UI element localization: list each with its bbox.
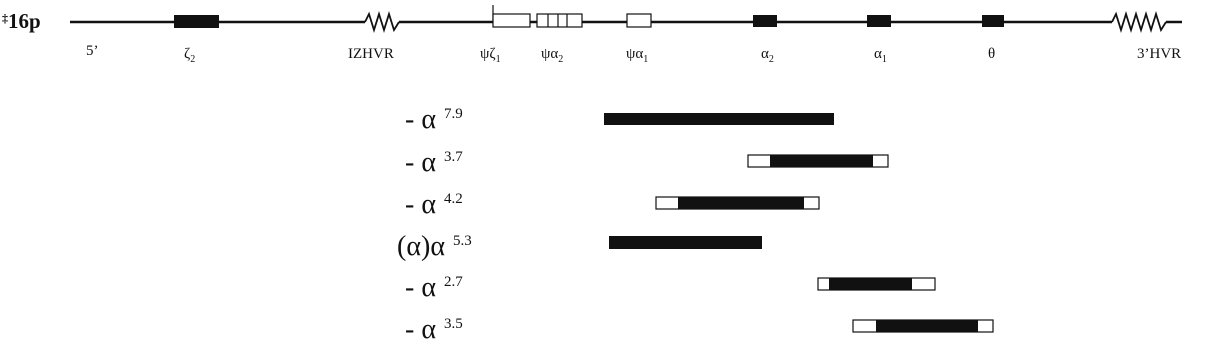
label-psi-zeta1: $\psi\zeta_1$ — [480, 46, 501, 65]
alpha1-gene-box — [867, 15, 891, 27]
label-alpha2: $\alpha_2$ — [761, 46, 774, 65]
psi-alpha1-gene-box — [627, 14, 651, 27]
deletion-bar-alpha-2-7 — [818, 278, 935, 290]
deletion-bar-alpha-7-9 — [604, 113, 834, 125]
deletion-extent-definite — [829, 278, 912, 290]
deletion-label-alpha-7-9: - α $^{7.9}$ — [405, 104, 463, 135]
label-izhvr: IZHVR — [348, 46, 394, 62]
theta-gene-box — [982, 15, 1004, 27]
label-alpha1: $\alpha_1$ — [874, 46, 887, 65]
label-zeta2: $\zeta_2$ — [184, 46, 196, 65]
psi-zeta1-gene-box — [493, 14, 530, 27]
label-3-prime-hvr: 3’HVR — [1137, 46, 1182, 62]
deletion-label-alpha-3-5: - α $^{3.5}$ — [405, 314, 463, 345]
deletion-bar-alpha-alpha-5-3 — [609, 236, 762, 249]
deletion-extent-definite — [604, 113, 834, 125]
izhvr-repeat-zigzag — [365, 14, 399, 30]
label-theta: θ — [988, 46, 996, 62]
deletion-extent-definite — [876, 320, 978, 332]
deletion-bar-alpha-4-2 — [656, 197, 819, 209]
label-psi-alpha2: $\psi\alpha_2$ — [541, 46, 564, 65]
deletion-label-alpha-2-7: - α $^{2.7}$ — [405, 272, 463, 303]
chromosome-label: ‡16p — [2, 9, 41, 33]
deletion-extent-definite — [770, 155, 873, 167]
deletion-label-alpha-alpha-5-3: (α)α $^{5.3}$ — [397, 231, 472, 262]
deletion-bar-alpha-3-5 — [853, 320, 993, 332]
label-5-prime: 5’ — [86, 43, 99, 59]
zeta2-gene-box — [174, 15, 219, 28]
deletion-label-alpha-3-7: - α $^{3.7}$ — [405, 147, 463, 178]
psi-alpha2-gene-box — [537, 14, 582, 27]
deletion-label-alpha-4-2: - α $^{4.2}$ — [405, 189, 463, 220]
3hvr-repeat-zigzag — [1112, 14, 1166, 30]
label-psi-alpha1: $\psi\alpha_1$ — [626, 46, 649, 65]
alpha2-gene-box — [753, 15, 777, 27]
deletion-extent-definite — [678, 197, 804, 209]
deletion-bar-alpha-3-7 — [748, 155, 888, 167]
deletion-extent-definite — [609, 236, 762, 249]
